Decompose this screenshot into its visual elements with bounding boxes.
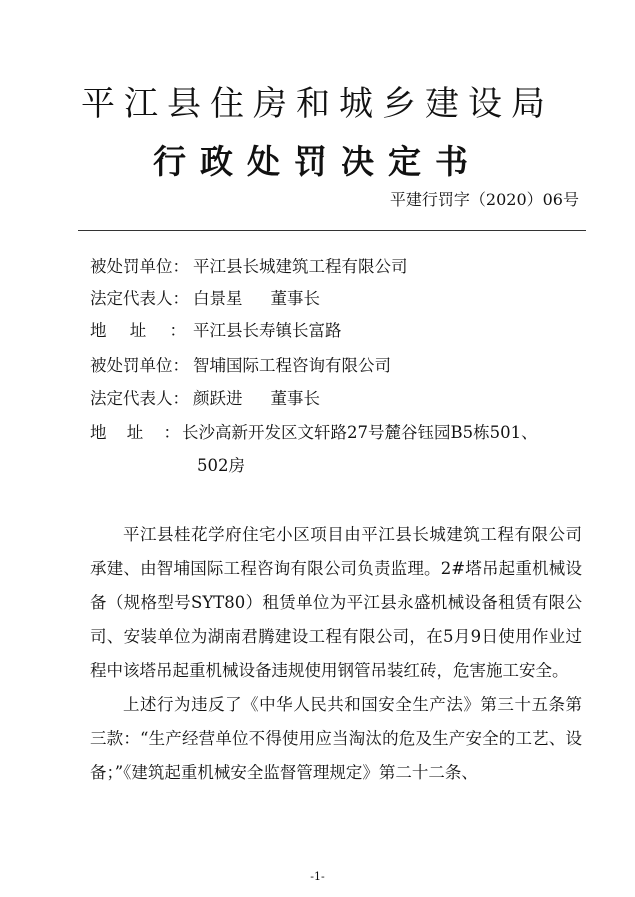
- party-line: [90, 388, 320, 410]
- party-value: 智埔国际工程咨询有限公司: [193, 356, 391, 375]
- document-number: 平建行罚字（2020）06号: [389, 190, 579, 209]
- party-value: 长沙高新开发区文轩路27号麓谷钰园B5栋501、: [182, 423, 538, 442]
- body-text: [90, 518, 582, 790]
- issuing-agency: 平江县住房和城乡建设局: [81, 84, 554, 124]
- party-label: 法定代表人：: [90, 289, 189, 308]
- party-label: 被处罚单位：: [90, 356, 189, 375]
- paragraph: 平江县桂花学府住宅小区项目由平江县长城建筑工程有限公司承建、由智埔国际工程咨询有限公司负责监理。2#塔吊起重机械设备（规格型号SYT80）租赁单位为平江县永盛机械设备租赁有限公司、安装单位为湖南君腾建设工程有限公司，在5月9日使用作业过程中该塔吊起重机械设备违规使用钢管吊装红砖，危害施工安全。: [90, 525, 582, 680]
- party-line: [90, 422, 538, 444]
- party-label: 被处罚单位：: [90, 257, 189, 276]
- party-title: 董事长: [270, 389, 320, 408]
- party-line-continuation: [197, 455, 245, 477]
- document-title: 行政处罚决定书: [153, 142, 482, 181]
- paragraph: 上述行为违反了《中华人民共和国安全生产法》第三十五条第三款：“生产经营单位不得使用应当淘汰的危及生产安全的工艺、设备；”《建筑起重机械安全监督管理规定》第二十二条、: [90, 695, 582, 782]
- party-line: [90, 355, 391, 377]
- party-label: 法定代表人：: [90, 389, 189, 408]
- party-line: [90, 320, 342, 342]
- party-line: [90, 288, 320, 310]
- party-value: 颜跃进: [193, 389, 243, 408]
- party-label: 地址：: [90, 423, 180, 442]
- party-value: 平江县长寿镇长富路: [193, 321, 342, 340]
- header-divider: [78, 230, 586, 231]
- party-value: 白景星: [193, 289, 243, 308]
- party-value-cont: 502房: [197, 456, 245, 475]
- party-title: 董事长: [270, 289, 320, 308]
- page-number: -1-: [310, 870, 325, 883]
- party-line: [90, 256, 408, 278]
- party-label: 地址：: [90, 321, 186, 340]
- party-value: 平江县长城建筑工程有限公司: [193, 257, 408, 276]
